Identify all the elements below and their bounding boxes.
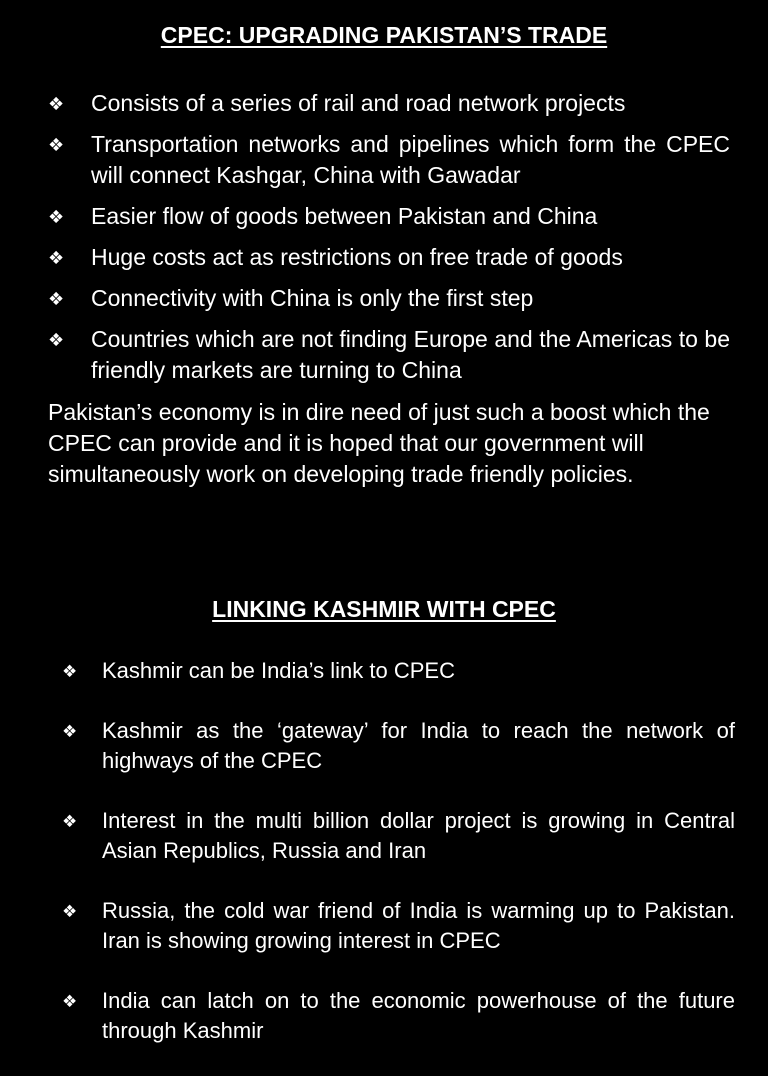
diamond-bullet-icon: ❖ — [62, 902, 78, 922]
list-item — [48, 324, 730, 386]
diamond-bullet-icon: ❖ — [48, 330, 65, 351]
list-item — [48, 201, 730, 232]
list-item — [48, 283, 730, 314]
section2-title: LINKING KASHMIR WITH CPEC — [212, 596, 556, 622]
diamond-bullet-icon: ❖ — [48, 207, 65, 228]
list-item — [48, 242, 730, 273]
list-item — [48, 129, 730, 191]
list-item — [48, 88, 730, 119]
list-item-text: Interest in the multi billion dollar project is growing in Central Asian Republics, Russia and Iran — [102, 808, 735, 863]
list-item — [62, 896, 735, 956]
list-item — [62, 656, 735, 686]
diamond-bullet-icon: ❖ — [48, 289, 65, 310]
list-item-text: Kashmir as the ‘gateway’ for India to reach the network of highways of the CPEC — [102, 718, 735, 773]
section2-bullet-list — [62, 656, 735, 1076]
section1-paragraph: Pakistan’s economy is in dire need of just such a boost which the CPEC can provide and it is hoped that our government will simultaneously work on developing trade friendly policies. — [48, 399, 710, 487]
diamond-bullet-icon: ❖ — [62, 722, 78, 742]
list-item-text: Connectivity with China is only the first step — [91, 285, 534, 311]
list-item — [62, 806, 735, 866]
list-item — [62, 716, 735, 776]
diamond-bullet-icon: ❖ — [62, 992, 78, 1012]
section1-title: CPEC: UPGRADING PAKISTAN’S TRADE — [160, 22, 608, 48]
section1-bullet-list — [48, 88, 730, 396]
diamond-bullet-icon: ❖ — [48, 94, 65, 115]
diamond-bullet-icon: ❖ — [48, 248, 65, 269]
list-item-text: Transportation networks and pipelines which form the CPEC will connect Kashgar, China with Gawadar — [91, 131, 730, 188]
list-item — [62, 986, 735, 1046]
list-item-text: Easier flow of goods between Pakistan and China — [91, 203, 598, 229]
list-item-text: Kashmir can be India’s link to CPEC — [102, 658, 455, 683]
list-item-text: Countries which are not finding Europe and the Americas to be friendly markets are turning to China — [91, 326, 730, 383]
diamond-bullet-icon: ❖ — [62, 662, 78, 682]
list-item-text: Consists of a series of rail and road network projects — [91, 90, 626, 116]
list-item-text: India can latch on to the economic powerhouse of the future through Kashmir — [102, 988, 735, 1043]
diamond-bullet-icon: ❖ — [62, 812, 78, 832]
list-item-text: Russia, the cold war friend of India is warming up to Pakistan. Iran is showing growing interest in CPEC — [102, 898, 735, 953]
list-item-text: Huge costs act as restrictions on free trade of goods — [91, 244, 623, 270]
diamond-bullet-icon: ❖ — [48, 135, 65, 156]
